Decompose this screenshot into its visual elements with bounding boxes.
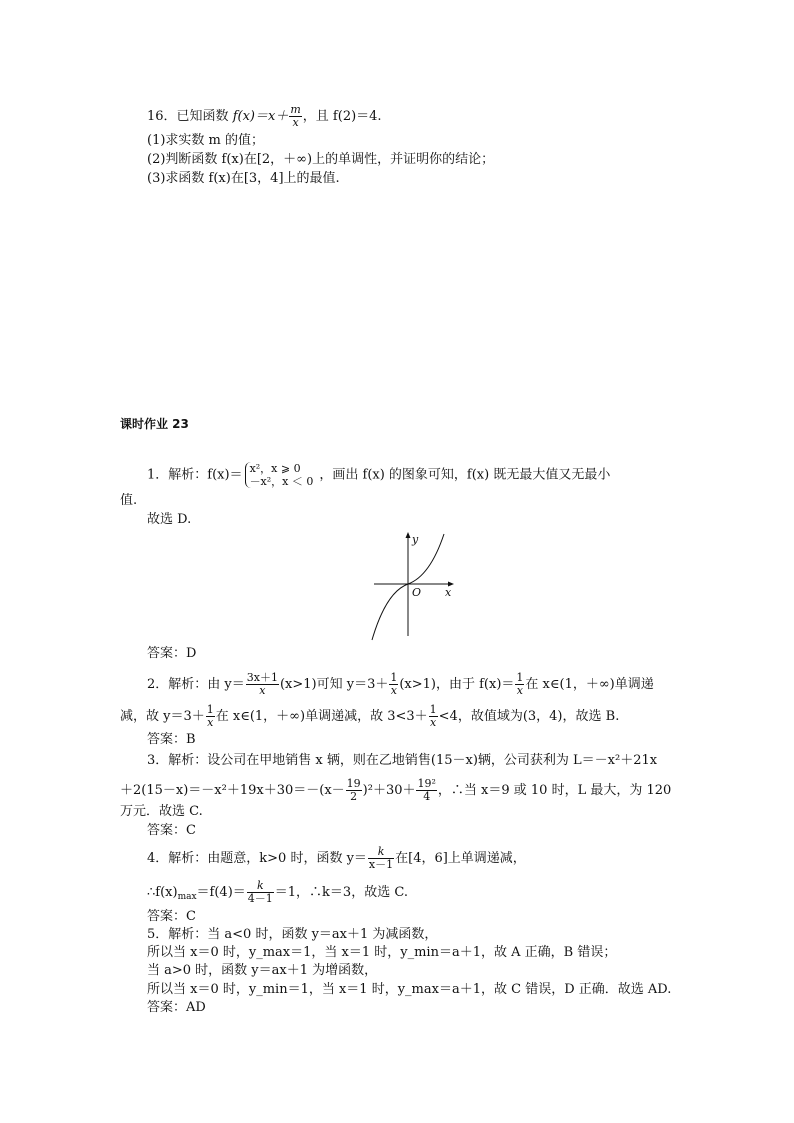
a3-line2: ＋2(15－x)＝－x²＋19x＋30＝－(x－ $\frac{19}{2}$ )²＋30＋ $\frac{\text{19²}}{4}$ ，∴当 x＝9 或 10 时，L 最大，为 120 [120,777,672,803]
a5-line1: 5．解析：当 a<0 时，函数 y＝ax＋1 为减函数， [147,927,438,942]
a5-line2: 所以当 x＝0 时，y_max＝1，当 x＝1 时，y_min＝a＋1，故 A 正确，B 错误； [147,945,617,960]
q16-part1: (1)求实数 m 的值； [147,133,265,148]
a1-tail: ，画出 f(x) 的图象可知，f(x) 既无最大值又无最小 [319,467,611,483]
section-title: 课时作业 23 [120,417,189,431]
a1-line1 [147,462,610,488]
q16-part3: (3)求函数 f(x)在[3，4]上的最值. [147,171,340,186]
graph-y-label: y [412,533,419,546]
a2-line1: 2．解析：由 y＝ $\frac{3x+1}{x}$ (x>1)可知 y＝3＋ $\frac{1}{x}$ (x>1)，由于 f(x)＝ $\frac{1}{x}$ 在 x∈(1，＋∞)单调递 [147,671,654,697]
a1-lead: 1．解析：f(x)＝ [147,467,243,483]
a5-answer: 答案：AD [147,1000,206,1015]
q16-part2: (2)判断函数 f(x)在[2，＋∞)上的单调性，并证明你的结论； [147,152,495,167]
a3-answer: 答案：C [147,823,196,838]
a4-line1: 4．解析：由题意，k>0 时，函数 y＝ $\frac{k}{x-1}$ 在[4，6]上单调递减， [147,845,526,871]
a3-line3: 万元．故选 C. [120,804,203,819]
q16-fx: f(x)＝x＋ [232,109,289,124]
a1-piecewise: x²，x ⩾ 0 －x²，x ＜ 0 [245,462,318,488]
q16-stem [147,104,382,129]
a1-graph [366,530,466,642]
a1-answer: 答案：D [147,646,197,661]
graph-y-arrow [406,532,411,538]
a3-line1: 3．解析：设公司在甲地销售 x 辆，则在乙地销售(15－x)辆，公司获利为 L＝－x²＋21x [147,753,658,768]
a2-answer: 答案：B [147,732,196,747]
a2-line2: 减，故 y＝3＋ $\frac{1}{x}$ 在 x∈(1，＋∞)单调递减，故 3<3＋ $\frac{1}{x}$ <4，故值域为(3，4)，故选 B. [120,703,620,729]
a4-line2: $\therefore f(x)_{max}=f(4)=$ $\frac{k}{4-1}$ ＝1，∴k＝3，故选 C. [147,879,408,905]
q16-fraction: $\frac{m}{x}$ [290,103,301,129]
a4-answer: 答案：C [147,909,196,924]
a1-choose: 故选 D. [147,512,192,527]
graph-x-label: x [445,586,452,599]
a1-line2: 值. [120,493,138,508]
q16-condition: ，且 f(2)＝4. [302,109,382,124]
a5-line4: 所以当 x＝0 时，y_min＝1，当 x＝1 时，y_max＝a＋1，故 C 错误，D 正确．故选 AD. [147,982,672,997]
q16-prefix: 16．已知函数 [147,109,229,124]
a5-line3: 当 a>0 时，函数 y＝ax＋1 为增函数， [147,963,378,978]
graph-origin-label: O [412,586,422,599]
